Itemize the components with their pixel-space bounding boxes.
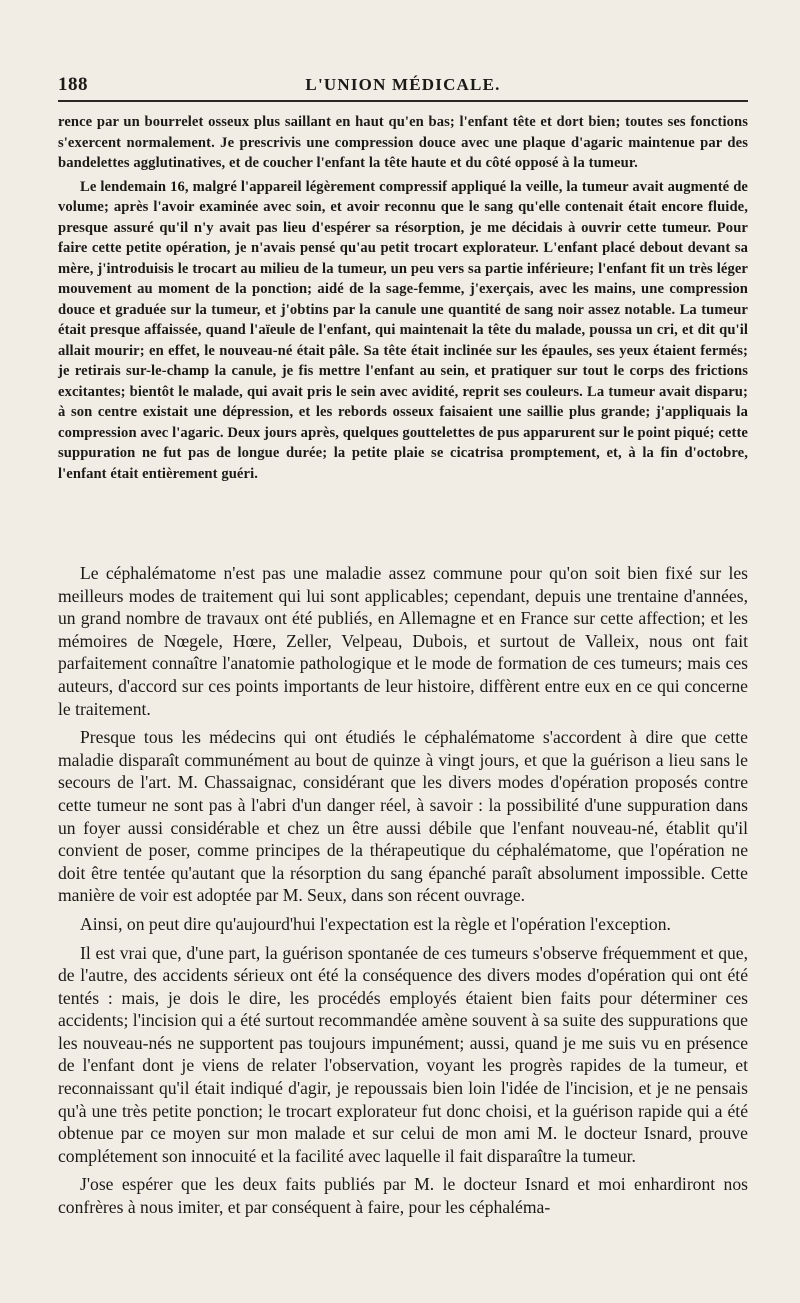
header-rule bbox=[58, 100, 748, 102]
running-title: L'UNION MÉDICALE. bbox=[305, 75, 501, 94]
case-report-paragraph-1: rence par un bourrelet osseux plus saillant en haut qu'en bas; l'enfant tête et dort bien; toutes ses fonctions s'exercent normalement. Je prescrivis une compression douce avec une plaque d'agaric maintenue par des bandelettes agglutinatives, et de coucher l'enfant la tête haute et du côté opposé à la tumeur. bbox=[58, 114, 748, 171]
page-header bbox=[58, 70, 748, 100]
discussion-section bbox=[58, 562, 748, 1219]
case-report-section bbox=[58, 112, 748, 484]
case-report-paragraph-2: Le lendemain 16, malgré l'appareil légèrement compressif appliqué la veille, la tumeur avait augmenté de volume; après l'avoir examinée avec soin, et avoir reconnu que le sang qu'elle contenait était encore fluide, presque assuré qu'il n'y avait pas lieu d'espérer sa résorption, je me décidais à ouvrir cette tumeur. Pour faire cette petite opération, je n'avais pensé qu'au petit trocart explorateur. L'enfant placé debout devant sa mère, j'introduisis le trocart au milieu de la tumeur, un peu vers sa partie inférieure; l'enfant fit un très léger mouvement au moment de la ponction; aidé de la sage-femme, j'exerçais, avec les mains, une compression douce et graduée sur la tumeur, et j'obtins par la canule une quantité de sang noir assez notable. La tumeur était presque affaissée, quand l'aïeule de l'enfant, qui maintenait la tête du malade, poussa un cri, et dit qu'il allait mourir; en effet, le nouveau-né était pâle. Sa tête était inclinée sur les épaules, ses yeux étaient fermés; je retirais sur-le-champ la canule, je fis mettre l'enfant au sein, et pratiquer sur tout le corps des frictions excitantes; bientôt le malade, qui avait pris le sein avec avidité, reprit ses couleurs. La tumeur avait disparu; à son centre existait une dépression, et les rebords osseux faisaient une saillie plus grande; j'appliquais la compression avec l'agaric. Deux jours après, quelques gouttelettes de pus apparurent sur le point piqué; cette suppuration ne fut pas de longue durée; la petite plaie se cicatrisa promptement, et, à la fin d'octobre, l'enfant était entièrement guéri. bbox=[58, 178, 748, 482]
discussion-paragraph-5: J'ose espérer que les deux faits publiés par M. le docteur Isnard et moi enhardiront nos confrères à nous imiter, et par conséquent à faire, pour les céphaléma- bbox=[58, 1174, 748, 1218]
discussion-paragraph-3: Ainsi, on peut dire qu'aujourd'hui l'expectation est la règle et l'opération l'exception. bbox=[80, 913, 671, 934]
page-number: 188 bbox=[58, 74, 88, 95]
discussion-paragraph-2: Presque tous les médecins qui ont étudiés le céphalématome s'accordent à dire que cette maladie disparaît communément au bout de quinze à vingt jours, et que la guérison a lieu sans le secours de l'art. M. Chassaignac, considérant que les divers modes d'opération proposés contre cette tumeur ne sont pas à l'abri d'un danger réel, à savoir : la possibilité d'une suppuration dans un foyer aussi considérable et chez un être aussi débile que l'enfant nouveau-né, établit qu'il convient de poser, comme principes de la thérapeutique du céphalématome, que l'opération ne doit être tentée qu'autant que la résorption du sang épanché paraît absolument impossible. Cette manière de voir est adoptée par M. Seux, dans son récent ouvrage. bbox=[58, 727, 748, 906]
discussion-paragraph-1: Le céphalématome n'est pas une maladie assez commune pour qu'on soit bien fixé sur les meilleurs modes de traitement qui lui sont applicables; cependant, depuis une trentaine d'années, un grand nombre de travaux ont été publiés, en Allemagne et en France sur cette affection; et les mémoires de Nœgele, Hœre, Zeller, Velpeau, Dubois, et surtout de Valleix, nous ont fait parfaitement connaître l'anatomie pathologique et le mode de formation de ces tumeurs; mais ces auteurs, d'accord sur ces points importants de leur histoire, diffèrent entre eux en ce qui concerne le traitement. bbox=[58, 563, 748, 719]
discussion-paragraph-4: Il est vrai que, d'une part, la guérison spontanée de ces tumeurs s'observe fréquemment et que, de l'autre, des accidents sérieux ont été la conséquence des divers modes d'opération qui ont été tentés : mais, je dois le dire, les procédés employés étaient bien faits pour déterminer ces accidents; l'incision qui a été surtout recommandée amène souvent à sa suite des suppurations que les nouveau-nés ne supportent pas toujours impunément; aussi, quand je me suis vu en présence de l'enfant dont je viens de relater l'observation, voyant les progrès rapides de la tumeur, et reconnaissant qu'il était indiqué d'agir, je repoussais bien loin l'idée de l'incision, et je ne pensais qu'à une très petite ponction; le trocart explorateur fut donc choisi, et la guérison rapide qui a été obtenue par ce moyen sur mon malade et sur celui de mon ami M. le docteur Isnard, prouve complétement son innocuité et la facilité avec laquelle il fait disparaître la tumeur. bbox=[58, 942, 748, 1166]
